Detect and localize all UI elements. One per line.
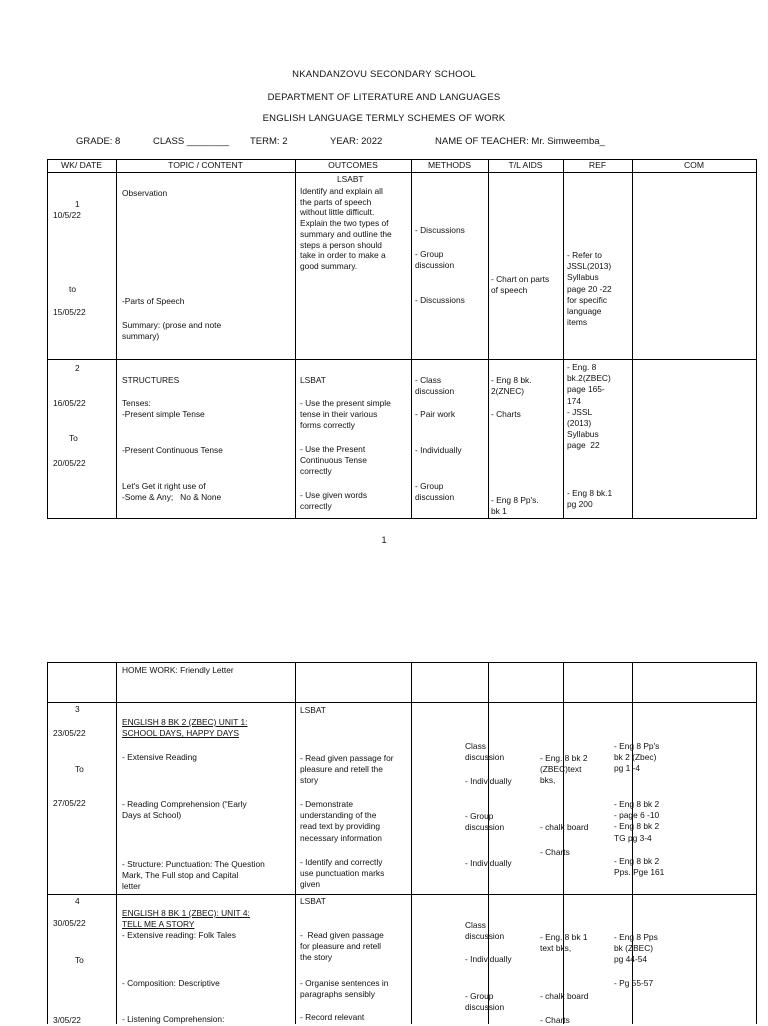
week4-ref-1: - Eng 8 Pps bk (ZBEC) pg 44-54 — [614, 932, 658, 965]
col-header-ref: REF — [588, 160, 607, 170]
week3-ref-2: - Eng 8 bk 2 - page 6 -10 - Eng 8 bk 2 TG pg 3-4 — [614, 799, 660, 843]
week2-method-2: - Pair work — [415, 409, 456, 419]
week1-to: to — [69, 284, 76, 294]
week1-date-start: 10/5/22 — [53, 210, 81, 220]
week2-date-start: 16/05/22 — [53, 398, 86, 408]
week1-topic-2: -Parts of Speech — [122, 296, 185, 306]
week3-outcome-2: - Demonstrate understanding of the read text by providing necessary information — [300, 799, 382, 843]
week3-method-2: - Individually — [465, 776, 512, 786]
week1-method-3: - Discussions — [415, 295, 465, 305]
col-header-com: COM — [683, 160, 705, 170]
week2-topic-1: STRUCTURES — [122, 375, 180, 385]
year-field: YEAR: 2022 — [330, 136, 383, 147]
week3-topic-1: - Extensive Reading — [122, 752, 197, 762]
week3-aid-1: - Eng. 8 bk 2 (ZBEC)text bks, — [540, 753, 588, 786]
week2-method-4: - Group discussion — [415, 481, 455, 503]
scheme-table-page1 — [47, 159, 757, 519]
col-header-aids: T/L AIDS — [508, 160, 543, 170]
col-header-outcomes: OUTCOMES — [328, 160, 378, 170]
week4-outcome-2: - Organise sentences in paragraphs sensibly — [300, 978, 389, 1000]
week3-method-1: Class discussion — [465, 741, 505, 763]
week1-outcome-1: Identify and explain all the parts of speech without little difficult. Explain the two types of summary and outline the steps a person should take in order to make a good summary. — [300, 186, 392, 271]
week3-topic-head: ENGLISH 8 BK 2 (ZBEC) UNIT 1: SCHOOL DAYS, HAPPY DAYS — [122, 717, 248, 739]
week3-topic-3: - Structure: Punctuation: The Question Mark, The Full stop and Capital letter — [122, 859, 265, 892]
week3-topic-2: - Reading Comprehension (“Early Days at School) — [122, 799, 247, 821]
week1-date-end: 15/05/22 — [53, 307, 86, 317]
week4-topic-3: - Listening Comprehension: — [122, 1014, 225, 1024]
week4-topic-2: - Composition: Descriptive — [122, 978, 220, 988]
week2-to: To — [69, 433, 78, 443]
week2-method-3: - Individually — [415, 445, 462, 455]
week4-method-3: - Group discussion — [465, 991, 505, 1013]
col-header-methods: METHODS — [428, 160, 471, 170]
homework-row: HOME WORK: Friendly Letter — [122, 665, 234, 675]
week4-outcome-1: - Read given passage for pleasure and retell the story — [300, 930, 384, 963]
week3-to: To — [75, 764, 84, 774]
week2-date-end: 20/05/22 — [53, 458, 86, 468]
department-name: DEPARTMENT OF LITERATURE AND LANGUAGES — [267, 92, 501, 103]
week4-date-end: 3/05/22 — [53, 1015, 81, 1025]
scheme-table-page2 — [47, 662, 757, 1024]
school-name: NKANDANZOVU SECONDARY SCHOOL — [292, 69, 476, 80]
week2-topic-2: Tenses: -Present simple Tense — [122, 398, 205, 420]
week4-to: To — [75, 955, 84, 965]
page-number: 1 — [381, 535, 387, 545]
teacher-field: NAME OF TEACHER: Mr. Simweemba_ — [435, 136, 605, 147]
week2-outcome-1: - Use the present simple tense in their various forms correctly — [300, 398, 391, 431]
week1-aid-1: - Chart on parts of speech — [491, 274, 550, 296]
week3-date-start: 23/05/22 — [53, 728, 86, 738]
week2-topic-3: -Present Continuous Tense — [122, 445, 223, 455]
week3-ref-1: - Eng 8 Pp's bk 2 (Zbec) pg 1 -4 — [614, 741, 660, 774]
week4-aid-1: - Eng. 8 bk 1 text bks, — [540, 932, 588, 954]
week4-outcome-head: LSBAT — [300, 896, 326, 906]
col-header-wk-date: WK/ DATE — [61, 160, 102, 170]
week2-outcome-3: - Use given words correctly — [300, 490, 368, 512]
week1-method-2: - Group discussion — [415, 249, 455, 271]
class-field: CLASS ________ — [153, 136, 230, 147]
week4-number: 4 — [75, 896, 80, 906]
week3-method-4: - Individually — [465, 858, 512, 868]
week4-outcome-3: - Record relevant — [300, 1012, 365, 1022]
week4-date-start: 30/05/22 — [53, 918, 86, 928]
week1-topic-3: Summary: (prose and note summary) — [122, 320, 222, 342]
week2-ref-2: - Eng 8 bk.1 pg 200 — [567, 488, 613, 510]
document-title: ENGLISH LANGUAGE TERMLY SCHEMES OF WORK — [262, 113, 506, 124]
week3-outcome-3: - Identify and correctly use punctuation marks given — [300, 857, 385, 890]
week1-method-1: - Discussions — [415, 225, 465, 235]
term-field: TERM: 2 — [250, 136, 288, 147]
week1-number: 1 — [75, 199, 80, 209]
col-header-topic: TOPIC / CONTENT — [168, 160, 243, 170]
week2-ref-1: - Eng. 8 bk.2(ZBEC) page 165- 174 - JSSL (2013) Syllabus page 22 — [567, 362, 611, 451]
week4-method-2: - Individually — [465, 954, 512, 964]
week3-ref-3: - Eng 8 bk 2 Pps. Pge 161 — [614, 856, 665, 878]
week3-aid-3: - Charts — [540, 847, 570, 857]
week3-date-end: 27/05/22 — [53, 798, 86, 808]
week1-ref-1: - Refer to JSSL(2013) Syllabus page 20 -22 for specific language items — [567, 250, 612, 328]
week2-outcome-2: - Use the Present Continuous Tense correctly — [300, 444, 367, 477]
week4-ref-2: - Pg 55-57 — [614, 978, 654, 988]
week2-number: 2 — [75, 363, 80, 373]
week3-number: 3 — [75, 704, 80, 714]
week2-aid-3: - Eng 8 Pp's. bk 1 — [491, 495, 539, 517]
week2-aid-2: - Charts — [491, 409, 521, 419]
week4-aid-3: - Charts — [540, 1015, 570, 1025]
week4-aid-2: - chalk board — [540, 991, 589, 1001]
week1-outcome-head: LSABT — [337, 174, 364, 184]
week1-topic-1: Observation — [122, 188, 168, 198]
week4-topic-head: ENGLISH 8 BK 1 (ZBEC): UNIT 4: TELL ME A STORY — [122, 908, 250, 930]
week2-topic-4: Let's Get it right use of -Some & Any; No & None — [122, 481, 222, 503]
week2-method-1: - Class discussion — [415, 375, 455, 397]
week4-topic-1: - Extensive reading: Folk Tales — [122, 930, 236, 940]
week2-aid-1: - Eng 8 bk. 2(ZNEC) — [491, 375, 532, 397]
grade-field: GRADE: 8 — [76, 136, 121, 147]
week3-outcome-head: LSBAT — [300, 705, 326, 715]
week2-outcome-head: LSBAT — [300, 375, 326, 385]
week3-aid-2: - chalk board — [540, 822, 589, 832]
week3-method-3: - Group discussion — [465, 811, 505, 833]
week4-method-1: Class discussion — [465, 920, 505, 942]
week3-outcome-1: - Read given passage for pleasure and retell the story — [300, 753, 394, 786]
